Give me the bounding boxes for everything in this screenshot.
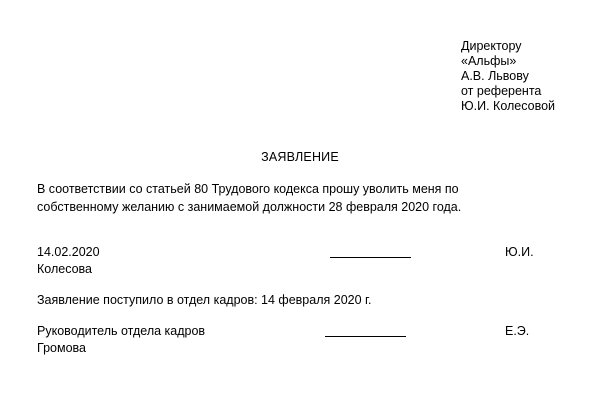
signature-line [330,257,411,258]
receipt-note: Заявление поступило в отдел кадров: 14 февраля 2020 г. [37,293,372,307]
document-title: ЗАЯВЛЕНИЕ [261,150,339,164]
addressee-line-from: от референта [461,84,542,98]
hr-signature-line [325,336,406,337]
addressee-line-position: Директору [461,39,522,53]
signature-initials: Ю.И. [505,245,534,259]
hr-surname: Громова [37,341,86,355]
body-line-2: собственному желанию с занимаемой должности 28 февраля 2020 года. [37,200,462,214]
addressee-line-sender: Ю.И. Колесовой [461,99,556,113]
addressee-line-company: «Альфы» [461,54,517,68]
signature-date: 14.02.2020 [37,245,100,259]
signature-surname: Колесова [37,262,92,276]
body-line-1: В соответствии со статьей 80 Трудового кодекса прошу уволить меня по [37,182,459,196]
hr-initials: Е.Э. [505,324,530,338]
hr-position: Руководитель отдела кадров [37,324,206,338]
addressee-line-name: А.В. Львову [461,69,529,83]
addressee-block [461,39,555,114]
